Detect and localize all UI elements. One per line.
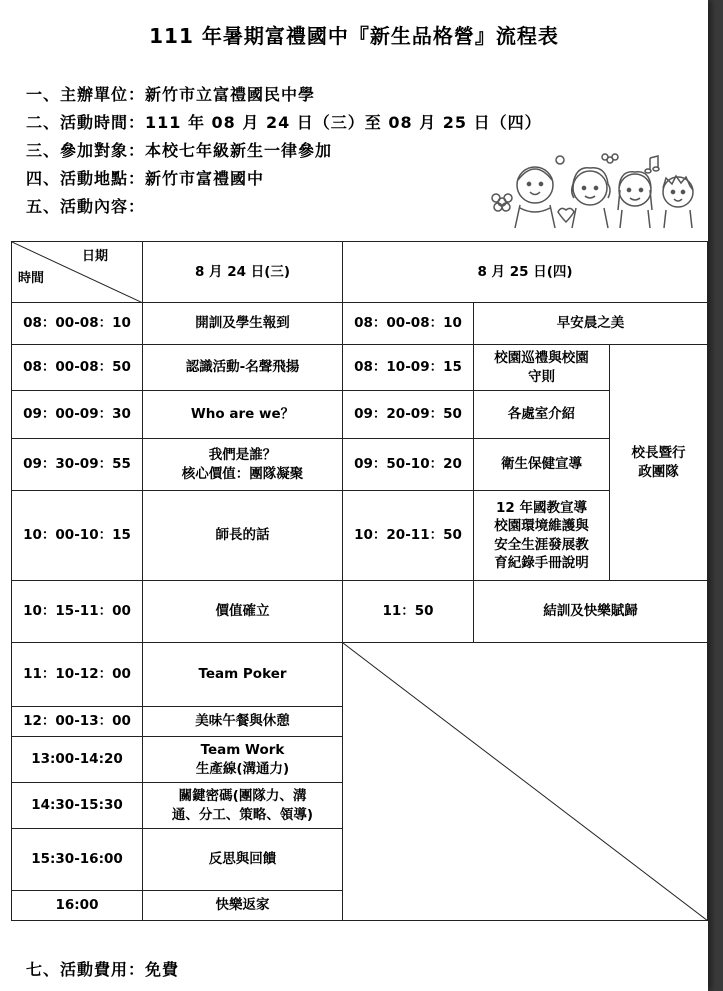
diagonal-line: [343, 643, 708, 921]
day2-time-cell: 09：20-09：50: [343, 391, 474, 439]
activity-text-line: 校園巡禮與校園: [494, 350, 589, 367]
activity-text-line: 開訓及學生報到: [195, 315, 290, 332]
activity-text-line: 校園環境維護與: [494, 518, 589, 535]
header-date-label: 日期: [82, 249, 109, 264]
day1-time-cell: 10：00-10：15: [12, 491, 143, 581]
day1-time-cell: 13:00-14:20: [12, 737, 143, 783]
header-day2: 8 月 25 日(四): [343, 242, 708, 303]
day1-time-cell: 10：15-11：00: [12, 581, 143, 643]
info-location: 四、活動地點：新竹市富禮國中: [26, 169, 265, 188]
activity-text-line: 美味午餐與休憩: [195, 713, 290, 730]
activity-text-line: 反思與回饋: [208, 851, 277, 868]
activity-text-line: 認識活動-名聲飛揚: [185, 359, 300, 376]
day2-activity-cell: [474, 491, 610, 581]
day1-activity-cell: [143, 829, 343, 891]
table-row: [12, 345, 708, 391]
day2-time-cell: 09：50-10：20: [343, 439, 474, 491]
day2-activity-cell: [474, 303, 708, 345]
empty-diagonal-cell: [343, 643, 708, 921]
day1-activity-cell: [143, 439, 343, 491]
info-content: 五、活動內容：: [26, 197, 146, 216]
day2-time-cell: 10：20-11：50: [343, 491, 474, 581]
table-row: [12, 439, 708, 491]
table-row: [12, 491, 708, 581]
activity-text-line: 師長的話: [215, 527, 270, 544]
day1-activity-cell: [143, 491, 343, 581]
table-row: [12, 391, 708, 439]
header-day1: 8 月 24 日(三): [143, 242, 343, 303]
day1-time-cell: 09：30-09：55: [12, 439, 143, 491]
activity-text-line: 育紀錄手冊說明: [494, 554, 589, 571]
day1-time-cell: 15:30-16:00: [12, 829, 143, 891]
day2-staff-cell: [610, 345, 708, 581]
day2-activity-cell: [474, 581, 708, 643]
activity-text-line: 早安晨之美: [556, 315, 625, 332]
activity-text-line: Team Poker: [198, 666, 287, 683]
day1-activity-cell: [143, 581, 343, 643]
activity-text-line: Team Work: [200, 742, 285, 759]
activity-text-line: 結訓及快樂賦歸: [543, 603, 638, 620]
day2-time-cell: 08：00-08：10: [343, 303, 474, 345]
activity-text-line: 我們是誰？: [208, 447, 277, 464]
activity-text-line: Who are we？: [190, 406, 295, 423]
activity-text-line: 校長暨行: [631, 445, 686, 462]
activity-text-line: 價值確立: [215, 603, 270, 620]
info-organizer: 一、主辦單位：新竹市立富禮國民中學: [26, 85, 316, 104]
activity-text-line: 政團隊: [638, 463, 679, 480]
day1-activity-cell: [143, 391, 343, 439]
day2-activity-cell: [474, 345, 610, 391]
day1-activity-cell: [143, 737, 343, 783]
activity-text-line: 關鍵密碼(團隊力、溝: [178, 788, 307, 805]
day1-time-cell: 14:30-15:30: [12, 783, 143, 829]
day1-activity-cell: [143, 707, 343, 737]
schedule-table: [11, 241, 708, 921]
children-cartoon-icon: [490, 150, 705, 230]
table-row: [12, 643, 708, 707]
activity-text-line: 核心價值：團隊凝聚: [181, 465, 304, 482]
day1-activity-cell: [143, 303, 343, 345]
activity-text-line: 衛生保健宣導: [501, 456, 582, 473]
page-title: 111 年暑期富禮國中『新生品格營』流程表: [149, 24, 559, 48]
day1-activity-cell: [143, 891, 343, 921]
activity-text-line: 守則: [528, 368, 555, 385]
day2-activity-cell: [474, 439, 610, 491]
day2-time-cell: 08：10-09：15: [343, 345, 474, 391]
info-participants: 三、參加對象：本校七年級新生一律參加: [26, 141, 333, 160]
day1-time-cell: 09：00-09：30: [12, 391, 143, 439]
day1-time-cell: 16:00: [12, 891, 143, 921]
activity-text-line: 快樂返家: [215, 897, 270, 914]
table-row: [12, 303, 708, 345]
activity-text-line: 通、分工、策略、領導): [171, 806, 314, 823]
day1-time-cell: 11：10-12：00: [12, 643, 143, 707]
activity-text-line: 12 年國教宣導: [496, 500, 587, 517]
day1-activity-cell: [143, 643, 343, 707]
header-time-label: 時間: [18, 271, 45, 286]
day1-time-cell: 12：00-13：00: [12, 707, 143, 737]
activity-text-line: 安全生涯發展教: [494, 536, 589, 553]
day1-time-cell: 08：00-08：10: [12, 303, 143, 345]
footer-fee: 七、活動費用：免費: [26, 960, 180, 979]
day2-time-cell: 11：50: [343, 581, 474, 643]
activity-text-line: 各處室介紹: [507, 406, 576, 423]
header-diagonal-cell: [12, 242, 143, 303]
day1-activity-cell: [143, 783, 343, 829]
activity-text-line: 生產線(溝通力): [195, 760, 290, 777]
day1-activity-cell: [143, 345, 343, 391]
table-row: [12, 581, 708, 643]
info-time: 二、活動時間：111 年 08 月 24 日（三）至 08 月 25 日（四）: [26, 113, 542, 132]
day1-time-cell: 08：00-08：50: [12, 345, 143, 391]
day2-activity-cell: [474, 391, 610, 439]
